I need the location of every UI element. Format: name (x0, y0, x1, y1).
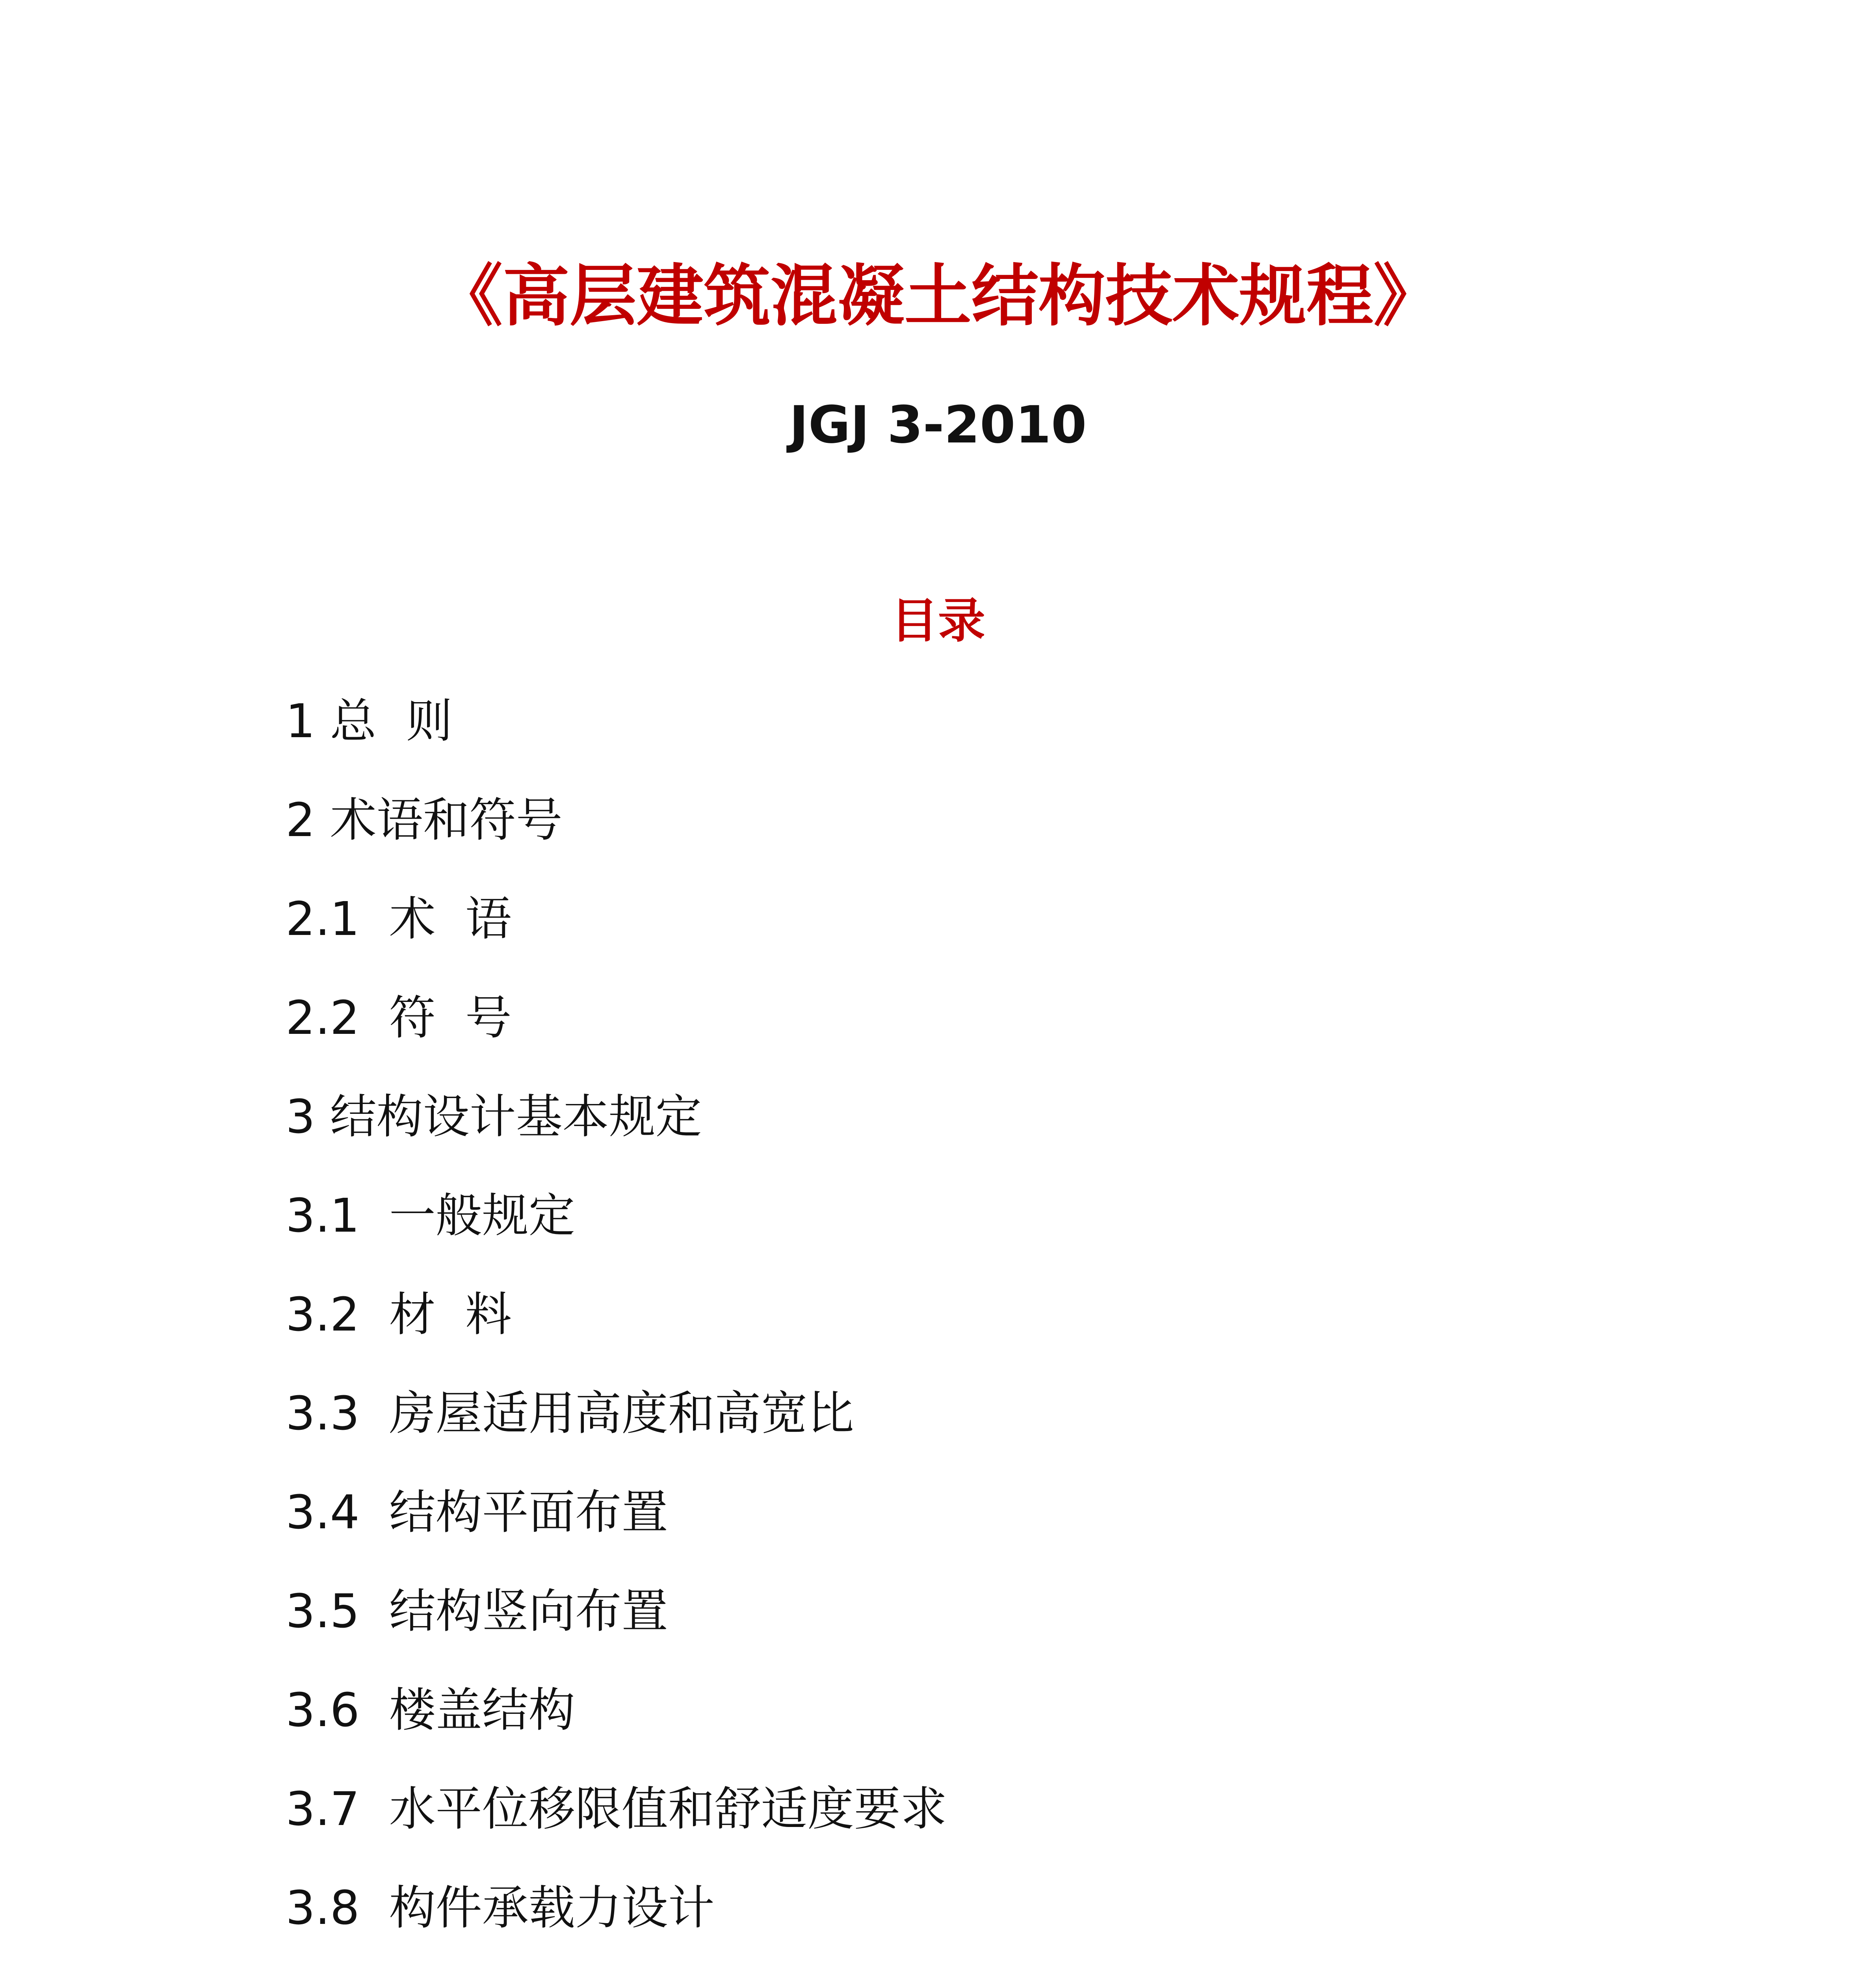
toc-item-separator (315, 1089, 330, 1144)
toc-item[interactable] (286, 693, 1625, 792)
toc-item-text: 符 号 (389, 991, 512, 1045)
toc-item[interactable] (286, 1781, 1625, 1880)
toc-item[interactable] (286, 1188, 1625, 1287)
toc-item-number: 3 (286, 1089, 316, 1144)
toc-item-number: 3.7 (286, 1782, 360, 1836)
toc-item[interactable] (286, 1485, 1625, 1583)
toc-item-text: 总 则 (330, 694, 453, 748)
toc-item-separator (360, 1386, 389, 1440)
toc-item-separator (360, 1881, 389, 1935)
toc-item-text: 材 料 (389, 1287, 512, 1342)
document-title: 《高层建筑混凝土结构技术规程》 (435, 257, 1440, 335)
toc-item[interactable] (286, 1682, 1625, 1781)
toc-item-number: 3.6 (286, 1683, 360, 1737)
toc-item-separator (315, 793, 330, 847)
toc-item-text: 水平位移限值和舒适度要求 (389, 1782, 947, 1836)
toc-item-number: 2.2 (286, 991, 360, 1045)
toc-item-separator (360, 1782, 389, 1836)
toc-item[interactable] (286, 1386, 1625, 1485)
toc-item-text: 楼盖结构 (389, 1683, 575, 1737)
toc-item-text: 房屋适用高度和高宽比 (389, 1386, 854, 1440)
toc-item-text: 结构竖向布置 (389, 1584, 668, 1638)
toc-item[interactable] (286, 792, 1625, 891)
toc-item[interactable] (286, 1583, 1625, 1682)
table-of-contents-heading: 目录 (891, 594, 985, 649)
toc-item-text: 术 语 (389, 892, 512, 946)
toc-item-text: 一般规定 (389, 1188, 575, 1243)
toc-item-number: 2.1 (286, 892, 360, 946)
toc-item-separator (315, 694, 330, 748)
toc-item[interactable] (286, 1880, 1625, 1970)
toc-item-separator (360, 1584, 389, 1638)
toc-item[interactable] (286, 1089, 1625, 1188)
standard-code: JGJ 3-2010 (789, 395, 1087, 455)
toc-item-text: 构件承载力设计 (389, 1881, 715, 1935)
toc-item-separator (360, 1188, 389, 1243)
toc-item-text: 术语和符号 (330, 793, 563, 847)
toc-item-text: 结构设计基本规定 (330, 1089, 702, 1144)
toc-item[interactable] (286, 1287, 1625, 1386)
toc-item-number: 3.5 (286, 1584, 360, 1638)
toc-item-text: 结构平面布置 (389, 1485, 668, 1539)
toc-item-number: 3.3 (286, 1386, 360, 1440)
toc-item[interactable] (286, 891, 1625, 990)
toc-item-separator (360, 991, 389, 1045)
toc-item-separator (360, 1287, 389, 1342)
toc-item-separator (360, 1485, 389, 1539)
toc-item-number: 1 (286, 694, 316, 748)
table-of-contents (286, 693, 1625, 1970)
toc-item-number: 3.2 (286, 1287, 360, 1342)
toc-item-separator (360, 1683, 389, 1737)
toc-item-number: 3.1 (286, 1188, 360, 1243)
toc-item-number: 2 (286, 793, 316, 847)
toc-item-number: 3.8 (286, 1881, 360, 1935)
toc-item-number: 3.4 (286, 1485, 360, 1539)
toc-item[interactable] (286, 990, 1625, 1089)
toc-item-separator (360, 892, 389, 946)
